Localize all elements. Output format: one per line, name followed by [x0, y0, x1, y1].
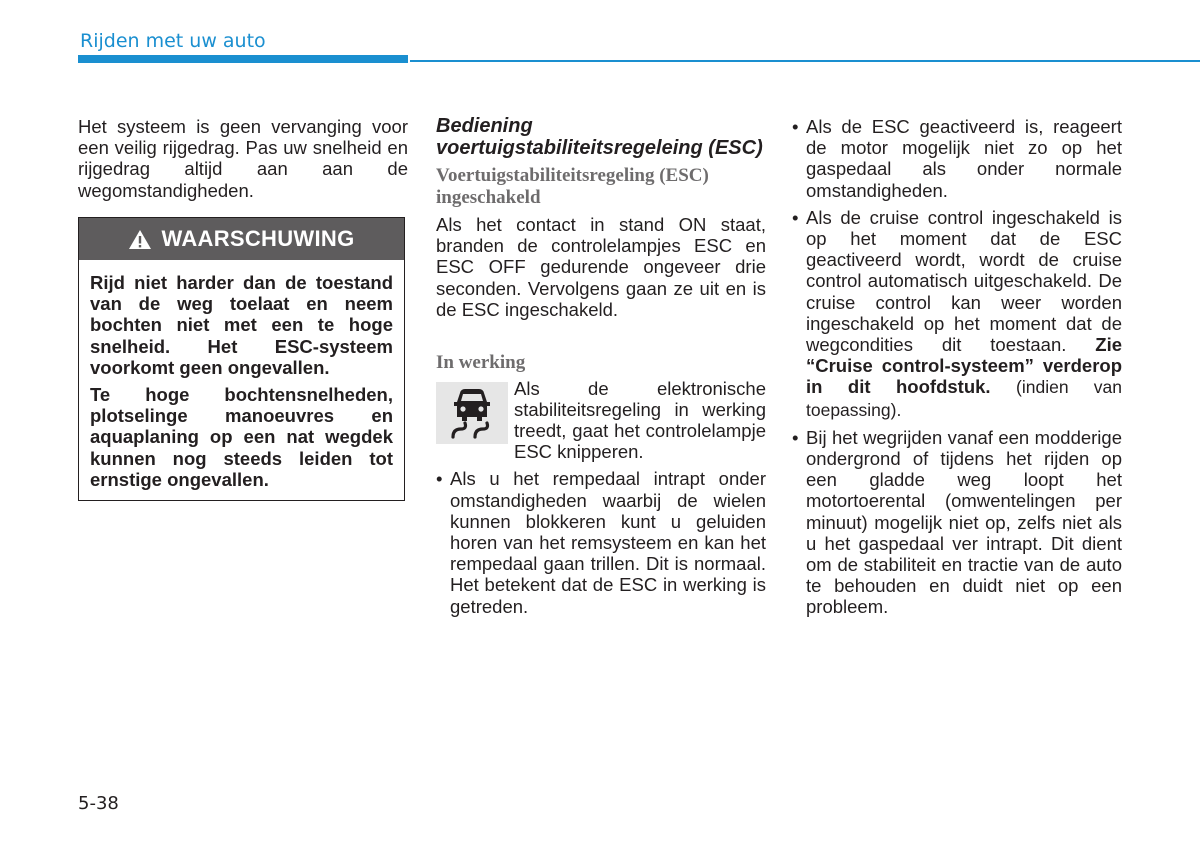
- bullet-text: Bij het wegrijden vanaf een modderige ondergrond of tijdens het rijden op een gladde weg loopt het motortoerental (omwentelingen per minuut) mogelijk niet op, zelfs niet als u het gaspedaal ver intrapt. Dit dient om de stabiliteit en tractie van de auto te behouden en duidt niet op een probleem.: [806, 426, 1122, 618]
- bullet-text: Als de ESC geactiveerd is, reageert de motor mogelijk niet zo op het gaspedaal als onder normale omstandigheden.: [806, 116, 1122, 201]
- warning-paragraph: Rijd niet harder dan de toestand van de weg toelaat en neem bochten niet met een te hoge snelheid. Het ESC-systeem voorkomt geen ongevallen.: [90, 272, 393, 378]
- column-middle: [436, 116, 766, 617]
- esc-skidding-car-icon: [447, 387, 497, 439]
- list-item: [792, 207, 1122, 421]
- bullet-text: [806, 207, 1122, 421]
- column-right: [792, 116, 1122, 618]
- bullet-dot: •: [792, 206, 799, 228]
- esc-on-paragraph: Als het contact in stand ON staat, branden de controlelampjes ESC en ESC OFF gedurende ongeveer drie seconden. Vervolgens gaan ze uit en is de ESC ingeschakeld.: [436, 214, 766, 320]
- warning-title: WAARSCHUWING: [161, 226, 355, 251]
- cruise-control-text: Als de cruise control ingeschakeld is op het moment dat de ESC geactiveerd wordt, wordt de cruise control automatisch uitgeschakeld. De cruise control kan weer worden ingeschakeld op het moment dat de wegcondities dit toestaan.: [806, 206, 1122, 356]
- bullet-text: Als u het rempedaal intrapt onder omstandigheden waarbij de wielen kunnen blokkeren kunt u geluiden horen van het remsysteem en kan het rempedaal gaan trillen. Dit is normaal. Het betekent dat de ESC in werking is getreden.: [450, 468, 766, 617]
- header-rule: [410, 60, 1200, 62]
- intro-paragraph: Het systeem is geen vervanging voor een veilig rijgedrag. Pas uw snelheid en rijgedrag altijd aan aan de wegomstandigheden.: [78, 116, 408, 201]
- warning-paragraph: Te hoge bochtensnelheden, plotselinge manoeuvres en aquaplaning op een nat wegdek kunnen nog steeds leiden tot ernstige ongevallen.: [90, 384, 393, 490]
- bullet-dot: •: [792, 116, 799, 137]
- list-item: [436, 468, 766, 616]
- chapter-title: Rijden met uw auto: [80, 30, 266, 52]
- page-number: 5-38: [78, 793, 119, 814]
- in-operation-paragraph: Als de elektronische stabiliteitsregeling in werking treedt, gaat het controlelampje ESC knipperen.: [514, 377, 766, 463]
- warning-body: [79, 260, 404, 490]
- esc-indicator-lamp: [436, 382, 508, 444]
- subheading-in-operation: In werking: [436, 352, 526, 374]
- header-accent-bar: [78, 55, 408, 63]
- section-heading: Bediening voertuigstabiliteitsregeleing (ESC): [436, 115, 763, 159]
- list-item: [792, 116, 1122, 201]
- warning-box: [78, 217, 405, 501]
- applicability-note: (indien van toepassing).: [806, 377, 1122, 420]
- bullet-dot: •: [436, 468, 443, 490]
- column-left: [78, 116, 408, 201]
- cruise-control-reference: Zie “Cruise control-systeem” verderop in dit hoofdstuk.: [806, 334, 1123, 398]
- bullet-dot: •: [792, 426, 799, 448]
- subheading-esc-on: Voertuigstabiliteitsregeling (ESC) ingeschakeld: [436, 165, 709, 208]
- warning-triangle-icon: [128, 229, 152, 250]
- list-item: [792, 427, 1122, 618]
- warning-header: [79, 218, 404, 260]
- esc-indicator-row: [436, 378, 766, 463]
